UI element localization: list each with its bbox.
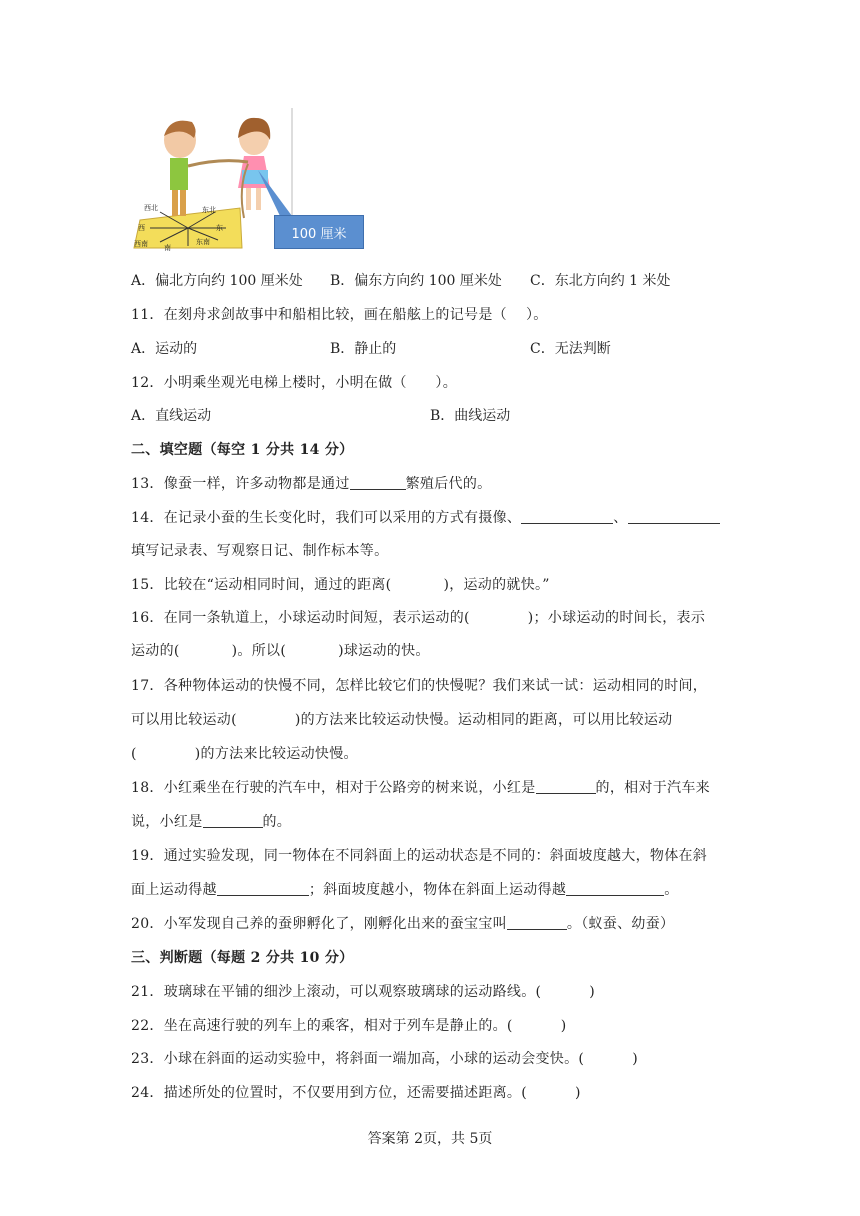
section-heading-fill-in: 二、填空题（每空 1 分共 14 分）	[131, 442, 354, 458]
q19-text: 19．通过实验发现，同一物体在不同斜面上的运动状态是不同的：斜面坡度越大，物体在斜	[131, 848, 708, 864]
q11-option-c: C．无法判断	[530, 341, 611, 357]
q17-part: 可以用比较运动(	[131, 712, 237, 728]
q14-text	[131, 507, 720, 527]
q17-text-cont	[131, 709, 672, 729]
q17-text: 17．各种物体运动的快慢不同，怎样比较它们的快慢呢？我们来试一试：运动相同的时间，	[131, 678, 708, 694]
q17-part: )的方法来比较运动快慢。运动相同的距离，可以用比较运动	[294, 712, 673, 728]
q23-part: )	[632, 1051, 638, 1067]
q13-part: 13．像蚕一样，许多动物都是通过	[131, 476, 350, 492]
q15-text	[131, 574, 550, 594]
q12-text: 12．小明乘坐观光电梯上楼时，小明在做（ ）。	[131, 375, 458, 391]
q16-part: 运动的(	[131, 643, 180, 659]
page-footer: 答案第 2页，共 5页	[367, 1131, 493, 1147]
section-heading-true-false: 三、判断题（每题 2 分共 10 分）	[131, 950, 354, 966]
q20-part: 。（蚁蚕、幼蚕）	[566, 916, 675, 932]
q16-part: )球运动的快。	[338, 643, 430, 659]
q19-part: 。	[664, 882, 679, 898]
q14-part: 、	[613, 510, 628, 526]
q18-part: 说，小红是	[131, 814, 203, 830]
q20-part: 20．小军发现自己养的蚕卵孵化了，刚孵化出来的蚕宝宝叫	[131, 916, 507, 932]
q24-part: )	[574, 1085, 581, 1101]
q18-part: 的，相对于汽车来	[595, 780, 710, 796]
q10-option-b: B．偏东方向约 100 厘米处	[330, 273, 502, 289]
compass-label: 西北	[144, 204, 158, 212]
compass-label: 东	[216, 224, 223, 232]
q10-option-c: C．东北方向约 1 米处	[530, 273, 671, 289]
q23-text	[131, 1048, 638, 1068]
q15-part: )，运动的就快。”	[443, 577, 550, 593]
q14-blank-1[interactable]	[521, 509, 613, 524]
q17-part: )的方法来比较运动快慢。	[194, 746, 358, 762]
q18-text-cont	[131, 811, 291, 831]
compass-label: 西南	[134, 240, 148, 248]
q18-text	[131, 777, 710, 797]
q24-text	[131, 1082, 581, 1102]
q18-blank-2[interactable]	[203, 813, 263, 828]
q19-text-cont	[131, 879, 679, 899]
q13-text	[131, 473, 491, 493]
q14-part: 14．在记录小蚕的生长变化时，我们可以采用的方式有摄像、	[131, 510, 522, 526]
q13-part: 繁殖后代的。	[405, 476, 492, 492]
q10-option-a: A．偏北方向约 100 厘米处	[131, 273, 303, 289]
q17-part: (	[131, 746, 137, 762]
q16-part: )；小球运动的时间长，表示	[527, 610, 706, 626]
distance-callout: 100 厘米	[274, 215, 364, 249]
q14-text-cont: 填写记录表、写观察日记、制作标本等。	[131, 543, 389, 559]
q11-text: 11．在刻舟求剑故事中和船相比较，画在船舷上的记号是（ ）。	[131, 307, 548, 323]
q21-part: 21．玻璃球在平铺的细沙上滚动，可以观察玻璃球的运动路线。(	[131, 984, 542, 1000]
compass-label: 东北	[202, 206, 216, 214]
q16-text-cont	[131, 640, 430, 660]
q21-part: )	[589, 984, 596, 1000]
q24-part: 24．描述所处的位置时，不仅要用到方位，还需要描述距离。(	[131, 1085, 527, 1101]
compass-label: 西	[138, 224, 145, 232]
q19-blank-2[interactable]	[566, 881, 664, 896]
q19-part: 面上运动得越	[131, 882, 217, 898]
q22-part: 22．坐在高速行驶的列车上的乘客，相对于列车是静止的。(	[131, 1018, 513, 1034]
q21-text	[131, 981, 595, 1001]
q15-part: 15．比较在“运动相同时间，通过的距离(	[131, 577, 392, 593]
q11-option-b: B．静止的	[330, 341, 397, 357]
q19-part: ；斜面坡度越小，物体在斜面上运动得越	[308, 882, 567, 898]
q22-text	[131, 1015, 566, 1035]
q18-part: 的。	[262, 814, 292, 830]
q16-text	[131, 607, 705, 627]
compass-label: 南	[164, 244, 171, 252]
q11-option-a: A．运动的	[131, 341, 198, 357]
q20-text	[131, 913, 674, 933]
q19-blank-1[interactable]	[217, 881, 309, 896]
q22-part: )	[560, 1018, 567, 1034]
q23-part: 23．小球在斜面的运动实验中，将斜面一端加高，小球的运动会变快。(	[131, 1051, 585, 1067]
q20-blank[interactable]	[507, 915, 567, 930]
q18-blank-1[interactable]	[536, 779, 596, 794]
q14-blank-2[interactable]	[628, 509, 720, 524]
q12-option-b: B．曲线运动	[430, 408, 511, 424]
q13-blank[interactable]	[350, 475, 406, 490]
q16-part: )。所以(	[231, 643, 287, 659]
q16-part: 16．在同一条轨道上，小球运动时间短，表示运动的(	[131, 610, 470, 626]
q12-option-a: A．直线运动	[131, 408, 212, 424]
compass-label: 东南	[196, 238, 210, 246]
q18-part: 18．小红乘坐在行驶的汽车中，相对于公路旁的树来说，小红是	[131, 780, 536, 796]
q17-text-cont2	[131, 743, 358, 763]
